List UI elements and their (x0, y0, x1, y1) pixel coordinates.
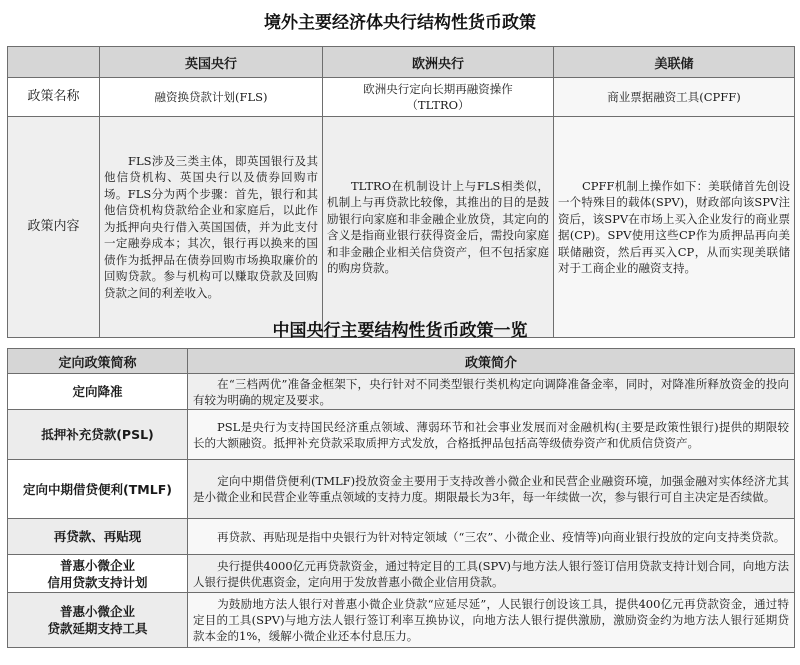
table1-header-fed: 美联储 (554, 47, 795, 78)
policy-desc-psl (188, 410, 795, 460)
fed-policy-name: 商业票据融资工具(CPFF) (554, 78, 795, 117)
policy-desc-text: 为鼓励地方法人银行对普惠小微企业贷款“应延尽延”，人民银行创设该工具，提供400亿元再贷款资金，通过特定目的工具(SPV)与地方法人银行签订利率互换协议，向地方法人银行提供激励，激励资金约为地方法人银行延期贷款本金的1%，缓解小微企业还本付息压力。 (193, 597, 789, 643)
policy-label-relending: 再贷款、再贴现 (8, 519, 188, 555)
policy-label-line: 信用贷款支持计划 (47, 574, 148, 590)
policy-desc-tmlf (188, 460, 795, 519)
table-row (8, 460, 795, 519)
policy-label-psl: 抵押补充贷款(PSL) (8, 410, 188, 460)
boe-policy-content (100, 117, 323, 338)
policy-desc-relending (188, 519, 795, 555)
policy-label-line: 贷款延期支持工具 (47, 621, 148, 636)
policy-desc-deferral-tool (188, 593, 795, 648)
policy-label-line: 普惠小微企业 (59, 557, 135, 573)
policy-label-tmlf: 定向中期借贷便利(TMLF) (8, 460, 188, 519)
table1-header-ecb: 欧洲央行 (323, 47, 554, 78)
policy-desc-text: 再贷款、再贴现是指中央银行为针对特定领域（“三农”、小微企业、疫情等)向商业银行投放的定向支持类贷款。 (217, 529, 786, 544)
ecb-policy-content-text: TLTRO在机制设计上与FLS相类似，机制上与再贷款比较像，其推出的目的是鼓励银行向家庭和非金融企业放贷，其定向的含义是指商业银行获得资金后，需投向家庭和非金融企业相关信贷资产，但不包括家庭的购房贷款。 (327, 178, 549, 275)
table1-row-policy-content (8, 117, 795, 338)
policy-desc-credit-loan-plan (188, 555, 795, 593)
boe-policy-name: 融资换贷款计划(FLS) (100, 78, 323, 117)
table2-header-row (8, 349, 795, 374)
table2-header-name: 定向政策简称 (8, 349, 188, 374)
row-label-policy-name: 政策名称 (8, 78, 100, 117)
policy-desc-text: 定向中期借贷便利(TMLF)投放资金主要用于支持改善小微企业和民营企业融资环境，加强金融对实体经济尤其是小微企业和民营企业等重点领域的支持力度。期限最长为3年，每一年续做一次，参与银行可自主决定是否续做。 (193, 474, 789, 504)
table2-header-desc: 政策简介 (188, 349, 795, 374)
policy-desc-rrr-cut (188, 374, 795, 410)
table1-header-boe: 英国央行 (100, 47, 323, 78)
policy-label-line: 普惠小微企业 (59, 604, 135, 619)
table1-row-policy-name (8, 78, 795, 117)
table-row (8, 374, 795, 410)
policy-desc-text: PSL是央行为支持国民经济重点领域、薄弱环节和社会事业发展而对金融机构(主要是政策性银行)提供的期限较长的大额融资。抵押补充贷款采取质押方式发放，合格抵押品包括高等级债券资产和优质信贷资产。 (193, 419, 789, 450)
boe-policy-content-text: FLS涉及三类主体，即英国银行及其他信贷机构、英国央行以及债券回购市场。FLS分为两个步骤：首先，银行和其他信贷机构贷款给企业和家庭后，以此作为抵押向央行借入英国国债，并为此支付一定融券成本；其次，银行再以换来的国债作为抵押品在债券回购市场换取廉价的回购贷款。参与机构可以赚取贷款及回购贷款之间的利差收入。 (104, 153, 318, 300)
table-row (8, 410, 795, 460)
foreign-policy-table (7, 46, 795, 338)
table2-title: 中国央行主要结构性货币政策一览 (272, 321, 528, 341)
table-row (8, 555, 795, 593)
policy-desc-text: 在“三档两优”准备金框架下，央行针对不同类型银行类机构定向调降准备金率，同时，对降准所释放资金的投向有较为明确的规定及要求。 (193, 376, 789, 407)
table1-header-blank (8, 47, 100, 78)
table-row (8, 593, 795, 648)
fed-policy-content-text: CPFF机制上操作如下：美联储首先创设一个特殊目的载体(SPV)，财政部向该SPV注资后，该SPV在市场上买入企业发行的商业票据(CP)。SPV使用这些CP作为质押品再向美联储融资，然后再买入CP，从而实现美联储对于工商企业的融资支持。 (558, 178, 790, 275)
table1-header-row (8, 47, 795, 78)
policy-label-deferral-tool (8, 593, 188, 648)
table-row (8, 519, 795, 555)
fed-policy-content (554, 117, 795, 338)
policy-label-rrr-cut: 定向降准 (8, 374, 188, 410)
china-policy-table (7, 348, 795, 648)
ecb-policy-name: 欧洲央行定向长期再融资操作（TLTRO） (323, 78, 554, 117)
policy-desc-text: 央行提供4000亿元再贷款资金，通过特定目的工具(SPV)与地方法人银行签订信用贷款支持计划合同，向地方法人银行提供优惠资金，定向用于发放普惠小微企业信用贷款。 (193, 558, 789, 589)
ecb-policy-content (323, 117, 554, 338)
policy-label-credit-loan-plan (8, 555, 188, 593)
table1-title: 境外主要经济体央行结构性货币政策 (264, 13, 536, 33)
row-label-policy-content: 政策内容 (8, 117, 100, 338)
